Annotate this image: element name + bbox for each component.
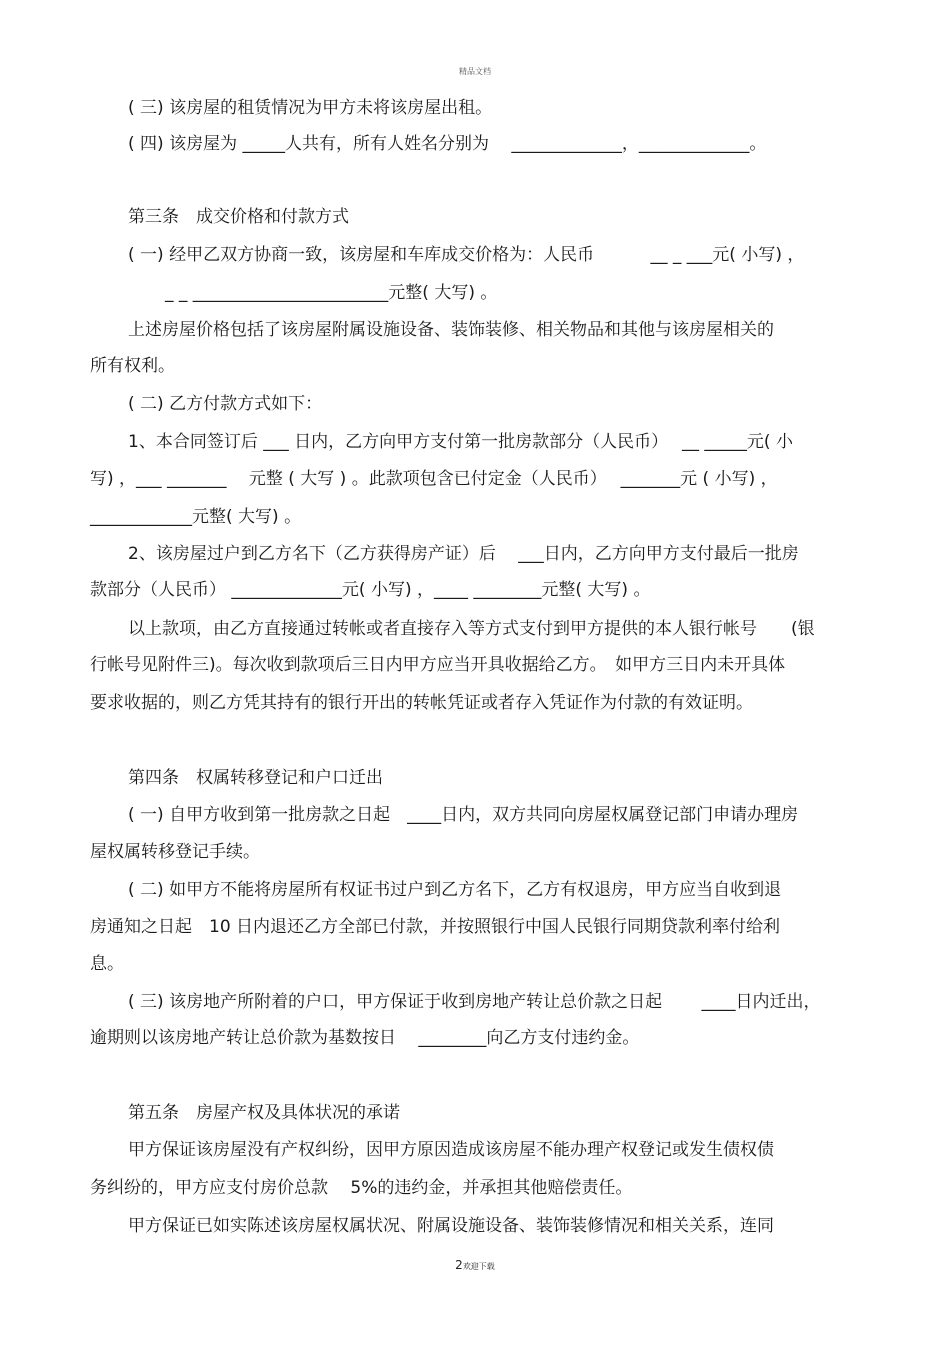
- clause-text: ( 三) 该房地产所附着的户口，甲方保证于收到房地产转让总价款之日起 ____日内迁出，: [128, 992, 821, 1012]
- clause-text: 所有权利。: [90, 356, 175, 376]
- clause-text: 息。: [90, 954, 124, 974]
- clause-text: ____________元整( 大写) 。: [90, 507, 302, 527]
- clause-text: ( 一) 自甲方收到第一批房款之日起 ____日内，双方共同向房屋权属登记部门申请办理房: [128, 805, 799, 825]
- clause-text: 行帐号见附件三)。每次收到款项后三日内甲方应当开具收据给乙方。 如甲方三日内未开具体: [90, 655, 786, 675]
- article-title: 第五条 房屋产权及具体状况的承诺: [128, 1103, 400, 1123]
- clause-text: 上述房屋价格包括了该房屋附属设施设备、装饰装修、相关物品和其他与该房屋相关的: [128, 320, 774, 340]
- clause-text: 房通知之日起 10 日内退还乙方全部已付款，并按照银行中国人民银行同期贷款利率付给利: [90, 917, 781, 937]
- article-title: 第三条 成交价格和付款方式: [128, 207, 349, 227]
- clause-text: _ _ _______________________元整( 大写) 。: [165, 283, 498, 303]
- page-footer: [0, 1258, 950, 1272]
- clause-text: ( 二) 如甲方不能将房屋所有权证书过户到乙方名下，乙方有权退房，甲方应当自收到退: [128, 880, 782, 900]
- page-number: 2: [455, 1258, 463, 1272]
- clause-text: 1、本合同签订后 ___ 日内，乙方向甲方支付第一批房款部分（人民币） __ _____元( 小: [128, 432, 793, 452]
- clause-text: ( 二) 乙方付款方式如下：: [128, 394, 323, 414]
- clause-text: ( 四) 该房屋为 _____人共有，所有人姓名分别为 _____________，_____________。: [128, 134, 767, 154]
- clause-text: 2、该房屋过户到乙方名下（乙方获得房产证）后 ___日内，乙方向甲方支付最后一批房: [128, 544, 799, 564]
- page-header: 精品文档: [459, 67, 491, 76]
- clause-text: 要求收据的，则乙方凭其持有的银行开出的转帐凭证或者存入凭证作为付款的有效证明。: [90, 693, 753, 713]
- clause-text: 甲方保证已如实陈述该房屋权属状况、附属设施设备、装饰装修情况和相关关系，连同: [128, 1216, 774, 1236]
- clause-text: 务纠纷的，甲方应支付房价总款 5%的违约金，并承担其他赔偿责任。: [90, 1178, 633, 1198]
- clause-text: 以上款项，由乙方直接通过转帐或者直接存入等方式支付到甲方提供的本人银行帐号 (银: [128, 619, 815, 639]
- clause-text: 款部分（人民币） _____________元( 小写) ，____ ________元整( 大写) 。: [90, 580, 651, 600]
- footer-note: 欢迎下载: [462, 1262, 495, 1271]
- clause-text: ( 一) 经甲乙双方协商一致，该房屋和车库成交价格为：人民币 __ _ ___元( 小写) ，: [128, 245, 805, 265]
- article-title: 第四条 权属转移登记和户口迁出: [128, 768, 383, 788]
- clause-text: 屋权属转移登记手续。: [90, 842, 260, 862]
- clause-text: 甲方保证该房屋没有产权纠纷，因甲方原因造成该房屋不能办理产权登记或发生债权债: [128, 1140, 774, 1160]
- clause-text: ( 三) 该房屋的租赁情况为甲方未将该房屋出租。: [128, 98, 493, 118]
- clause-text: 逾期则以该房地产转让总价款为基数按日 ________向乙方支付违约金。: [90, 1028, 640, 1048]
- clause-text: 写) ，___ _______ 元整 ( 大写 ) 。此款项包含已付定金（人民币） _______元 ( 小写) ，: [90, 469, 778, 489]
